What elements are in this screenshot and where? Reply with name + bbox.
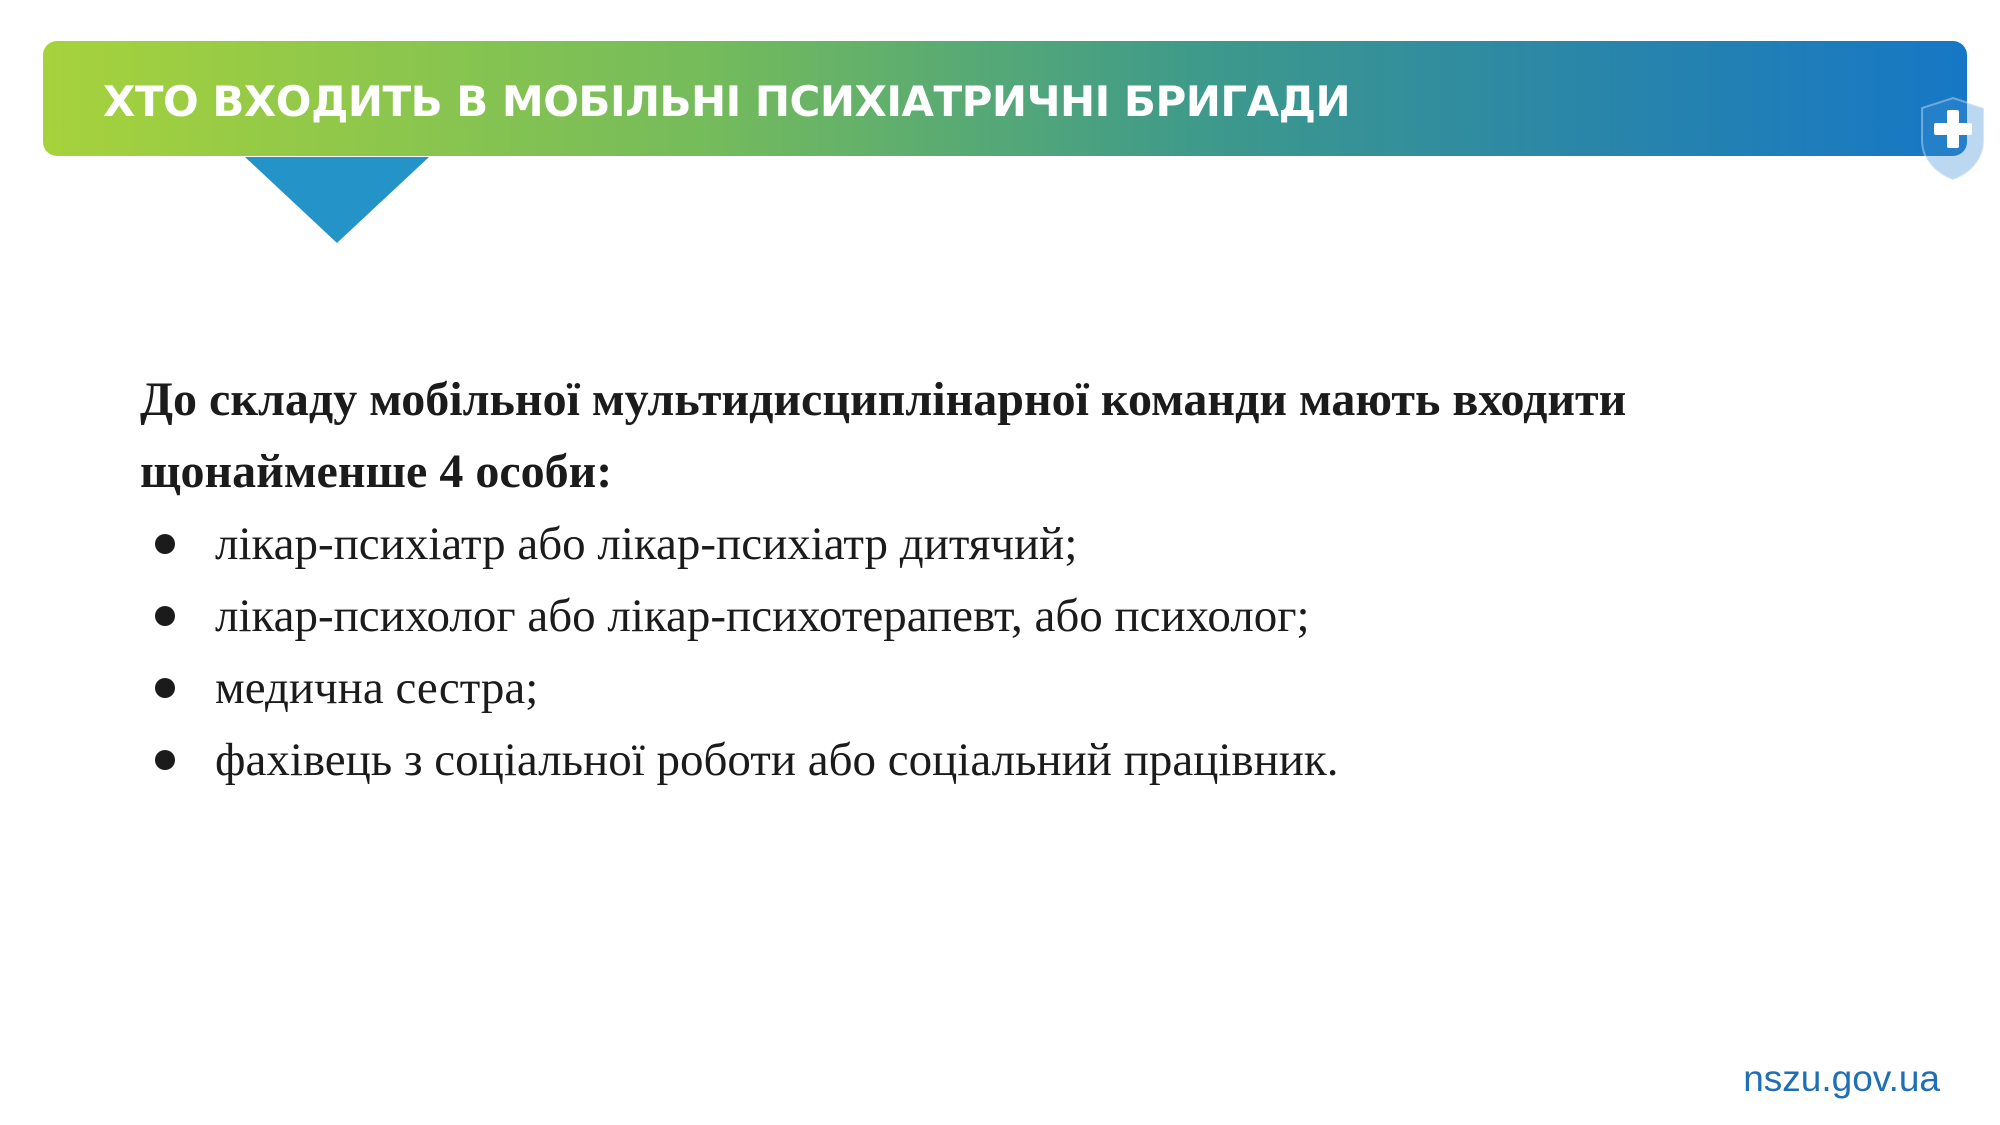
- member-list: [140, 508, 1900, 796]
- intro-text: [140, 364, 1900, 508]
- footer-url[interactable]: nszu.gov.ua: [1743, 1058, 1940, 1099]
- list-item: [140, 508, 1900, 580]
- shield-cross-icon: [1916, 94, 1990, 184]
- bullet-icon: [155, 606, 175, 626]
- bullet-icon: [155, 750, 175, 770]
- bullet-icon: [155, 534, 175, 554]
- page-title: ХТО ВХОДИТЬ В МОБІЛЬНІ ПСИХІАТРИЧНІ БРИГАДИ: [103, 77, 1351, 126]
- list-item-text: лікар-психолог або лікар-психотерапевт, або психолог;: [215, 590, 1310, 642]
- banner-pointer: [245, 157, 429, 243]
- intro-line-1: До складу мобільної мультидисциплінарної команди мають входити: [140, 373, 1627, 426]
- list-item: [140, 580, 1900, 652]
- list-item-text: фахівець з соціальної роботи або соціальний працівник.: [215, 734, 1339, 786]
- list-item: [140, 652, 1900, 724]
- list-item-text: лікар-психіатр або лікар-психіатр дитячий;: [215, 518, 1078, 570]
- bullet-icon: [155, 678, 175, 698]
- main-content: [140, 364, 1900, 796]
- list-item: [140, 724, 1900, 796]
- title-banner: [43, 41, 1967, 156]
- list-item-text: медична сестра;: [215, 662, 539, 714]
- intro-line-2: щонайменше 4 особи:: [140, 445, 613, 498]
